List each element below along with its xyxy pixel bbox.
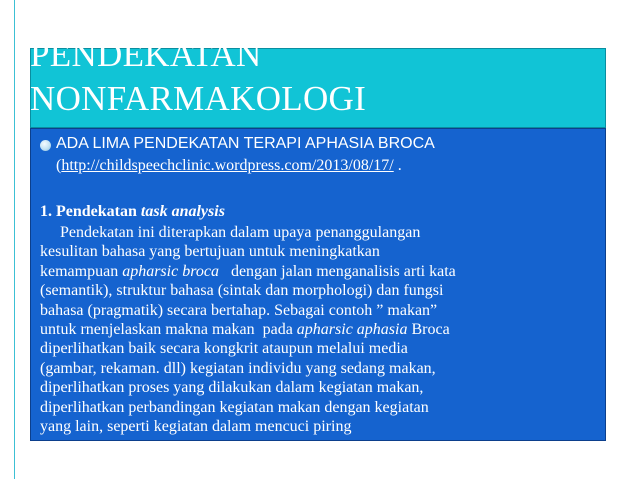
- title-line-1: PENDEKATAN: [30, 35, 262, 74]
- paragraph-line: diperlihatkan proses yang dilakukan dalam kegiatan makan,: [40, 379, 424, 397]
- italic-term: apharsic aphasia: [296, 321, 408, 339]
- paragraph-line: diperlihatkan baik secara kongkrit ataupun melalui media: [40, 340, 408, 358]
- paragraph-line: [40, 262, 600, 281]
- text-run: untuk rnenjelaskan makna makan pada: [40, 321, 297, 339]
- link-close: .: [393, 157, 402, 174]
- paragraph-line: [40, 320, 600, 339]
- heading-prefix: 1. Pendekatan: [40, 203, 141, 220]
- slide-title: [30, 33, 366, 121]
- text-run: kemampuan: [40, 262, 123, 280]
- left-accent-rule: [14, 0, 15, 479]
- paragraph-line: yang lain, seperti kegiatan dalam mencuci piring: [40, 418, 352, 436]
- heading-italic: task analysis: [140, 203, 225, 220]
- paragraph-line: kesulitan bahasa yang bertujuan untuk meningkatkan: [40, 243, 380, 261]
- paragraph-line: Pendekatan ini diterapkan dalam upaya penanggulangan: [60, 224, 421, 241]
- italic-term: apharsic broca: [122, 262, 219, 280]
- paragraph-line: (gambar, rekaman. dll) kegiatan individu yang sedang makan,: [40, 359, 436, 377]
- sphere-bullet-icon: [40, 140, 51, 151]
- paragraph-line: bahasa (pragmatik) secara bertahap. Sebagai contoh ” makan”: [40, 301, 438, 319]
- paragraph-line: diperlihatkan perbandingan kegiatan makan dengan kegiatan: [40, 398, 429, 416]
- section-heading: [40, 201, 225, 223]
- text-run: Broca: [407, 321, 450, 339]
- body-paragraph: [40, 223, 600, 436]
- bullet-text: ADA LIMA PENDEKATAN TERAPI APHASIA BROCA: [56, 135, 435, 152]
- title-line-2: NONFARMAKOLOGI: [30, 79, 367, 118]
- text-run: dengan jalan menganalisis arti kata: [218, 262, 456, 280]
- source-reference: [56, 155, 402, 177]
- source-link[interactable]: http://childspeechclinic.wordpress.com/2013/08/17/: [61, 157, 394, 174]
- paragraph-line: (semantik), struktur bahasa (sintak dan morphologi) dan fungsi: [40, 282, 444, 300]
- link-open-paren: (: [56, 157, 62, 174]
